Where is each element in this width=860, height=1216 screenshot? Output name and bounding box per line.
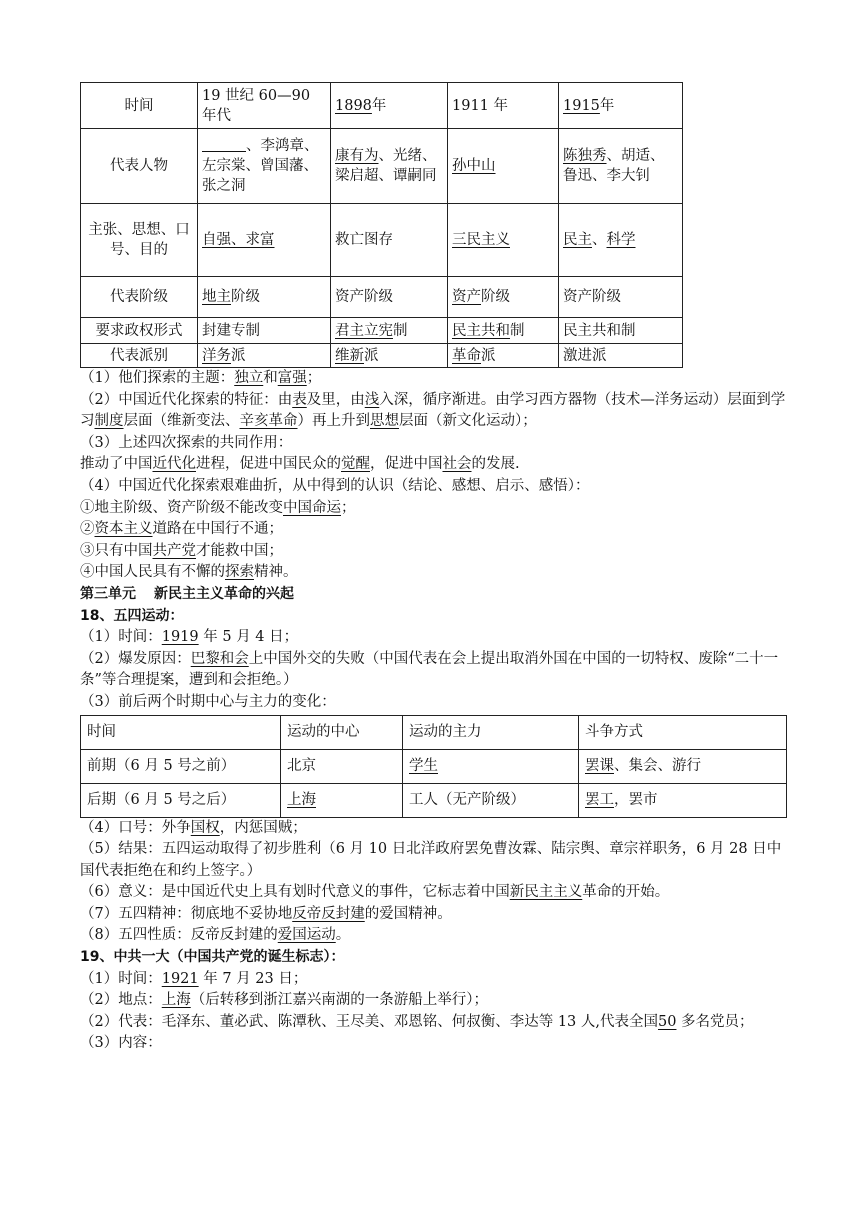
row-label-people: 代表人物 [81, 129, 198, 204]
cell: 孙中山 [448, 129, 559, 204]
cell: 学生 [403, 749, 579, 783]
paragraph: （7）五四精神：彻底地不妥协地反帝反封建的爱国精神。 [80, 905, 452, 922]
list-item: ②资本主义道路在中国行不通； [80, 521, 283, 538]
table-row [81, 83, 683, 129]
row-label-school: 代表派别 [81, 344, 198, 368]
row-label-time: 时间 [81, 83, 198, 129]
cell: 北京 [281, 749, 403, 783]
cell: 三民主义 [448, 204, 559, 277]
paragraph: （8）五四性质：反帝反封建的爱国运动。 [80, 927, 351, 944]
cell: 上海 [281, 783, 403, 817]
paragraph-features: （2）中国近代化探索的特征：由表及里，由浅入深，循序渐进。由学习西方器物（技术—洋务运动）层面到学习制度层面（维新变法、辛亥革命）再上升到思想层面（新文化运动）； [80, 391, 786, 430]
paragraph: （2）代表：毛泽东、董必武、陈潭秋、王尽美、邓恩铭、何叔衡、李达等 13 人,代表全国50 多名党员； [80, 1013, 754, 1030]
paragraph: （6）意义：是中国近代史上具有划时代意义的事件，它标志着中国新民主主义革命的开始。 [80, 884, 670, 901]
list-item: ③只有中国共产党才能救中国； [80, 542, 283, 559]
table-row [81, 344, 683, 368]
row-label-idea: 主张、思想、口号、目的 [81, 204, 198, 277]
section-heading-18: 18、五四运动： [80, 607, 184, 624]
cell: 维新派 [331, 344, 448, 368]
fill-blank [202, 137, 246, 152]
cell: 1915年 [559, 83, 683, 129]
paragraph-effect: 推动了中国近代化进程，促进中国民众的觉醒，促进中国社会的发展. [80, 456, 520, 473]
table-row [81, 749, 787, 783]
row-label-class: 代表阶级 [81, 277, 198, 318]
cell: 民主共和制 [448, 318, 559, 344]
paragraph: （1）时间：1919 年 5 月 4 日； [80, 629, 299, 646]
cell: 君主立宪制 [331, 318, 448, 344]
cell: 工人（无产阶级） [403, 783, 579, 817]
cell: 资产阶级 [331, 277, 448, 318]
cell: 罢工，罢市 [579, 783, 787, 817]
section-heading-19: 19、中共一大（中国共产党的诞生标志）： [80, 949, 345, 966]
cell: 资产阶级 [559, 277, 683, 318]
paragraph: （4）口号：外争国权，内惩国贼； [80, 819, 307, 836]
table-header-row [81, 715, 787, 749]
paragraph: （2）地点：上海（后转移到浙江嘉兴南湖的一条游船上举行）； [80, 992, 488, 1009]
cell: 1898年 [331, 83, 448, 129]
cell: 19 世纪 60—90 年代 [198, 83, 331, 129]
cell: 康有为、光绪、梁启超、谭嗣同 [331, 129, 448, 204]
table-row [81, 204, 683, 277]
cell: 罢课、集会、游行 [579, 749, 787, 783]
may-fourth-table [80, 715, 787, 818]
cell: 自强、求富 [198, 204, 331, 277]
paragraph: （2）爆发原因：巴黎和会上中国外交的失败（中国代表在会上提出取消外国在中国的一切特权、废除“二十一条”等合理提案，遭到和会拒绝。） [80, 650, 779, 689]
cell: 封建专制 [198, 318, 331, 344]
cell: 洋务派 [198, 344, 331, 368]
cell: 民主共和制 [559, 318, 683, 344]
paragraph-theme: （1）他们探索的主题：独立和富强； [80, 370, 322, 386]
paragraph: （5）结果：五四运动取得了初步胜利（6 月 10 日北洋政府罢免曹汝霖、陆宗舆、章宗祥职务，6 月 28 日中国代表拒绝在和约上签字。） [80, 841, 782, 879]
cell: 民主、科学 [559, 204, 683, 277]
paragraph-lessons-heading: （4）中国近代化探索艰难曲折，从中得到的认识（结论、感想、启示、感悟）： [80, 477, 590, 494]
cell: 前期（6 月 5 号之前） [81, 749, 281, 783]
table-row [81, 129, 683, 204]
table-row [81, 783, 787, 817]
modernization-table [80, 82, 683, 368]
cell: 1911 年 [448, 83, 559, 129]
paragraph: （1）时间：1921 年 7 月 23 日； [80, 970, 308, 987]
column-header: 运动的主力 [403, 715, 579, 749]
paragraph-effect-heading: （3）上述四次探索的共同作用： [80, 434, 293, 451]
paragraph: （3）前后两个时期中心与主力的变化： [80, 693, 336, 710]
table-row [81, 277, 683, 318]
column-header: 运动的中心 [281, 715, 403, 749]
cell: 革命派 [448, 344, 559, 368]
cell: 后期（6 月 5 号之后） [81, 783, 281, 817]
cell: 陈独秀、胡适、鲁迅、李大钊 [559, 129, 683, 204]
paragraph: （3）内容： [80, 1035, 162, 1052]
list-item: ④中国人民具有不懈的探索精神。 [80, 564, 298, 581]
column-header: 斗争方式 [579, 715, 787, 749]
cell: 资产阶级 [448, 277, 559, 318]
cell: 救亡图存 [331, 204, 448, 277]
column-header: 时间 [81, 715, 281, 749]
document-page [80, 82, 790, 1055]
cell: 、李鸿章、左宗棠、曾国藩、张之洞 [198, 129, 331, 204]
table-row [81, 318, 683, 344]
cell: 地主阶级 [198, 277, 331, 318]
unit-title: 第三单元 新民主主义革命的兴起 [80, 585, 294, 602]
row-label-gov: 要求政权形式 [81, 318, 198, 344]
list-item: ①地主阶级、资产阶级不能改变中国命运； [80, 499, 356, 516]
cell: 激进派 [559, 344, 683, 368]
